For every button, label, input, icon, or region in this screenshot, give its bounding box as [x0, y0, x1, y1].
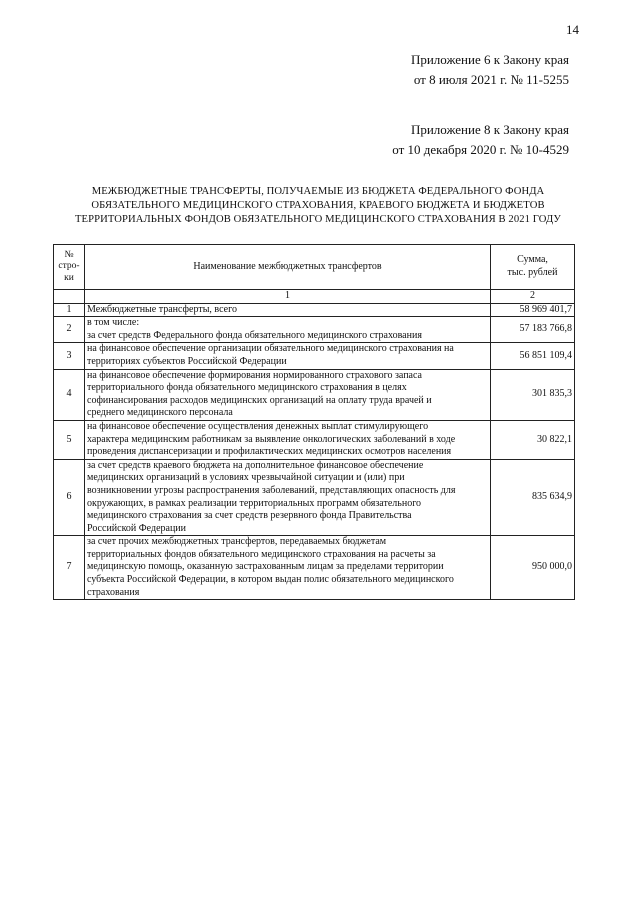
title-line-3: ТЕРРИТОРИАЛЬНЫХ ФОНДОВ ОБЯЗАТЕЛЬНОГО МЕДИЦИНСКОГО СТРАХОВАНИЯ В 2021 ГОДУ	[74, 214, 562, 225]
column-number-name: 1	[85, 290, 491, 304]
transfer-name-line: за счет средств Федерального фонда обязательного медицинского страхования	[87, 329, 422, 341]
transfer-name-line: Российской Федерации	[87, 522, 187, 534]
transfer-name	[85, 303, 491, 317]
transfer-amount: 835 634,9	[491, 459, 575, 536]
header-amount	[491, 245, 575, 290]
header-num-line-3: ки	[64, 272, 74, 283]
transfers-table	[53, 244, 575, 600]
transfer-amount: 58 969 401,7	[491, 303, 575, 317]
transfer-amount: 950 000,0	[491, 536, 575, 600]
transfer-name-line: на финансовое обеспечение организации обязательного медицинского страхования на	[87, 343, 454, 355]
transfer-name	[85, 536, 491, 600]
row-number: 3	[54, 343, 85, 369]
header-sum-line-1: Сумма,	[517, 254, 548, 266]
column-numbers-row	[54, 290, 575, 304]
transfer-name-line: софинансирования расходов медицинских организаций на оплату труда врачей и	[87, 394, 432, 406]
row-number: 6	[54, 459, 85, 536]
row-number: 4	[54, 369, 85, 420]
header-num-line-2: стро-	[58, 261, 80, 272]
transfer-name	[85, 343, 491, 369]
transfer-name-line: территориальных фондов обязательного медицинского страхования на расчеты за	[87, 548, 436, 560]
transfer-name	[85, 459, 491, 536]
title-line-1: МЕЖБЮДЖЕТНЫЕ ТРАНСФЕРТЫ, ПОЛУЧАЕМЫЕ ИЗ БЮДЖЕТА ФЕДЕРАЛЬНОГО ФОНДА	[91, 186, 545, 197]
transfer-name	[85, 317, 491, 343]
column-number-sum: 2	[491, 290, 575, 304]
table-row	[54, 420, 575, 459]
table-header-row	[54, 245, 575, 290]
transfer-name	[85, 420, 491, 459]
transfer-name-line: на финансовое обеспечение формирования нормированного страхового запаса	[87, 369, 422, 381]
row-number: 1	[54, 303, 85, 317]
transfer-name-line: среднего медицинского персонала	[87, 407, 233, 419]
transfer-name-line: окружающих, в рамках реализации территориальных программ обязательного	[87, 497, 422, 509]
transfer-name	[85, 369, 491, 420]
header-num-line-1: №	[64, 249, 74, 260]
header-sum-line-2: тыс. рублей	[507, 267, 558, 278]
header-row-number	[54, 245, 85, 290]
document-title	[40, 185, 596, 227]
transfer-name-line: характера медицинским работникам за выявление онкологических заболеваний в ходе	[87, 433, 456, 445]
header-transfer-name: Наименование межбюджетных трансфертов	[85, 245, 491, 290]
transfer-name-line: возникновении угрозы распространения заболеваний, представляющих опасность для	[87, 484, 456, 496]
table-row	[54, 369, 575, 420]
table-row	[54, 459, 575, 536]
transfer-name-line: проведения диспансеризации и профилактических медицинских осмотров населения	[87, 446, 452, 458]
annex-reference-1	[411, 50, 569, 90]
annex-1-line-2: от 8 июля 2021 г. № 11-5255	[413, 72, 569, 87]
transfer-name-line: за счет средств краевого бюджета на дополнительное финансовое обеспечение	[87, 459, 424, 471]
table-row	[54, 317, 575, 343]
annex-reference-2	[392, 120, 569, 160]
transfer-name-line: медицинских организаций в условиях чрезвычайной ситуации и (или) при	[87, 472, 405, 484]
row-number: 5	[54, 420, 85, 459]
annex-2-line-1: Приложение 8 к Закону края	[410, 122, 569, 137]
transfer-name-line: на финансовое обеспечение осуществления денежных выплат стимулирующего	[87, 420, 429, 432]
transfer-amount: 57 183 766,8	[491, 317, 575, 343]
transfer-amount: 301 835,3	[491, 369, 575, 420]
transfer-name-line: в том числе:	[87, 317, 140, 329]
transfer-amount: 30 822,1	[491, 420, 575, 459]
table-row	[54, 536, 575, 600]
annex-1-line-1: Приложение 6 к Закону края	[410, 52, 569, 67]
row-number: 2	[54, 317, 85, 343]
page-number: 14	[566, 22, 579, 37]
table-row	[54, 303, 575, 317]
transfer-name-line: медицинского страхования за счет средств резервного фонда Правительства	[87, 510, 412, 522]
title-line-2: ОБЯЗАТЕЛЬНОГО МЕДИЦИНСКОГО СТРАХОВАНИЯ, КРАЕВОГО БЮДЖЕТА И БЮДЖЕТОВ	[91, 200, 545, 211]
table-row	[54, 343, 575, 369]
annex-2-line-2: от 10 декабря 2020 г. № 10-4529	[392, 142, 569, 157]
transfer-name-line: за счет прочих межбюджетных трансфертов, передаваемых бюджетам	[87, 536, 387, 548]
transfer-name-line: субъекта Российской Федерации, в котором выдан полис обязательного медицинского	[87, 574, 454, 586]
row-number: 7	[54, 536, 85, 600]
transfer-name-line: страхования	[87, 586, 140, 598]
column-number-empty	[54, 290, 85, 304]
transfer-name-line: территориях субъектов Российской Федерации	[87, 355, 287, 367]
transfer-name-line: Межбюджетные трансферты, всего	[87, 303, 237, 315]
transfer-name-line: медицинскую помощь, оказанную застрахованным лицам за пределами территории	[87, 561, 444, 573]
transfer-amount: 56 851 109,4	[491, 343, 575, 369]
transfer-name-line: территориального фонда обязательного медицинского страхования в целях	[87, 382, 407, 394]
